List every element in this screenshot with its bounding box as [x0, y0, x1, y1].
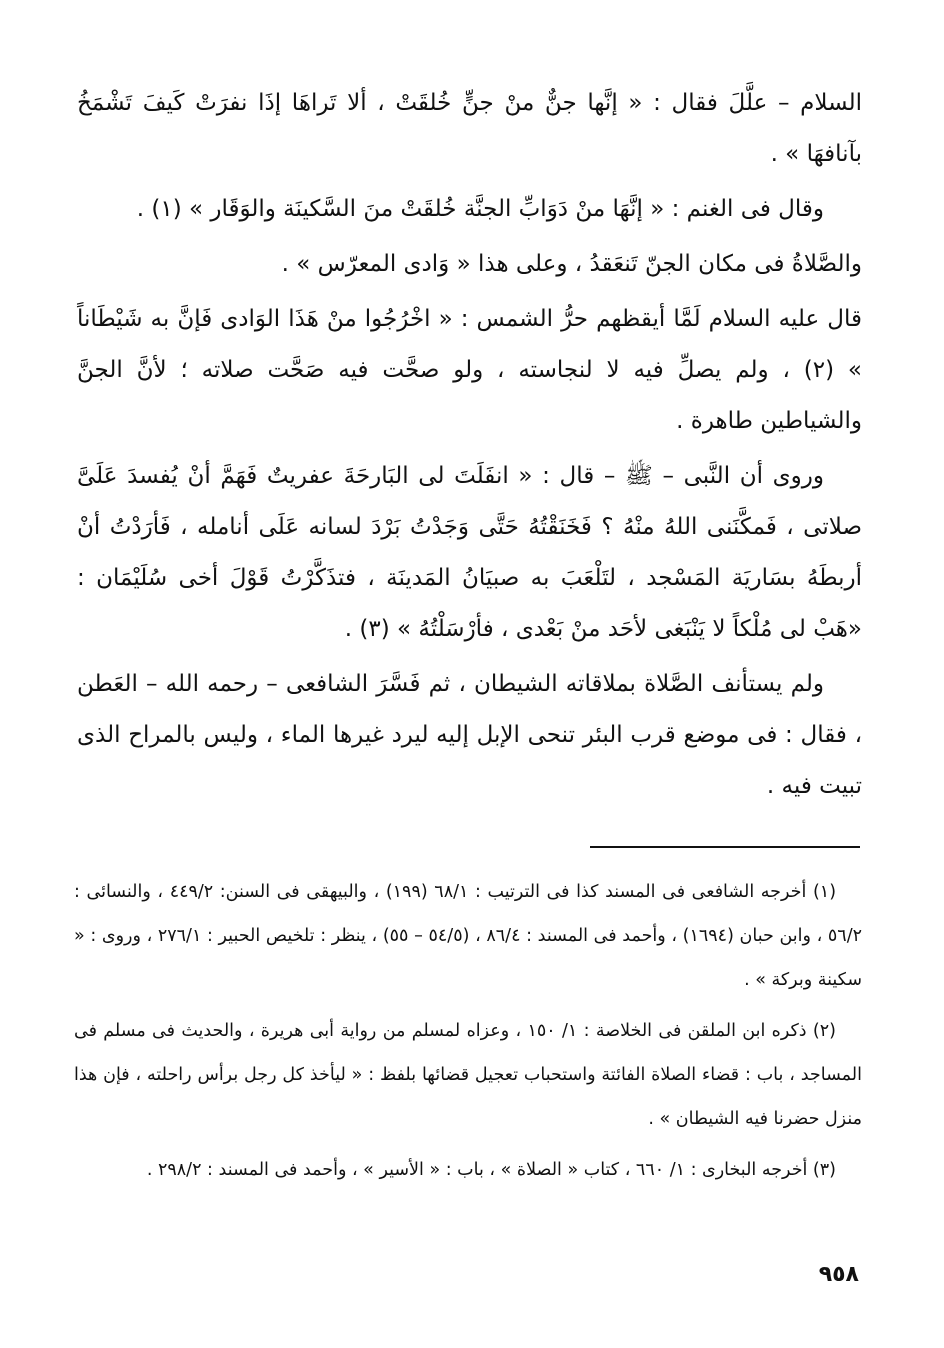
- main-text: [77, 78, 862, 816]
- footnote-1: (١) أخرجه الشافعى فى المسند كذا فى الترتيب : ٦٨/١ (١٩٩) ، والبيهقى فى السنن: ٤٤٩/٢ ، والنسائى : ٥٦/٢ ، وابن حبان (١٦٩٤) ، وأحمد فى المسند : ٨٦/٤ ، (٥٤/٥ – ٥٥) ، ينظر : تلخيص الحبير : ٢٧٦/١ ، وروى : « سكينة وبركة » .: [74, 882, 863, 990]
- paragraph-5: وروى أن النَّبى – ﷺ – قال : « انفَلَتَ لى البَارحَةَ عفريتٌ فَهَمَّ أنْ يُفسدَ عَلَىَّ صلاتى ، فَمكَّنَنى اللهُ منْهُ ؟ فَخَنَقْتُهُ حَتَّى وَجَدْتُ بَرْدَ لسانه عَلَى أنامله ، فَأرَدْتُ أنْ أربطَهُ بسَاريَة المَسْجد ، لتَلْعَبَ به صبيَانُ المَدينَة ، فتذَكَّرْتُ قَوْلَ أخى سُلَيْمَان : «هَبْ لى مُلْكاً لا يَنْبَغى لأحَد منْ بَعْدى ، فأرْسَلْتُهُ » (٣) .: [77, 463, 862, 642]
- paragraph-2: وقال فى الغنم : « إنَّهَا منْ دَوَابِّ الجنَّة خُلقَتْ منَ السَّكينَة والوَقَار » (١) .: [136, 196, 824, 222]
- footnote-3: (٣) أخرجه البخارى : ١/ ٦٦٠ ، كتاب « الصلاة » ، باب : « الأسير » ، وأحمد فى المسند : ٢٩٨/٢ .: [146, 1160, 836, 1180]
- paragraph-4: قال عليه السلام لَمَّا أيقظهم حرُّ الشمس : « اخْرُجُوا منْ هَذَا الوَادى فَإنَّ به شَيْطَاناً » (٢) ، ولم يصلِّ فيه لا لنجاسته ، ولو صحَّت فيه صَحَّت صلاته ؛ لأنَّ الجنَّ والشياطين طاهرة .: [77, 306, 862, 434]
- footnote-separator: [590, 846, 860, 848]
- footnote-2: (٢) ذكره ابن الملقن فى الخلاصة : ١/ ١٥٠ ، وعزاه لمسلم من رواية أبى هريرة ، والحديث فى مسلم فى المساجد ، باب : قضاء الصلاة الفائتة واستحباب تعجيل قضائها بلفظ : « ليأخذ كل رجل برأس راحلته ، فإن هذا منزل حضرنا فيه الشيطان » .: [74, 1021, 862, 1129]
- page-number: ٩٥٨: [818, 1262, 859, 1287]
- footnotes: [74, 870, 862, 1199]
- paragraph-6: ولم يستأنف الصَّلاة بملاقاته الشيطان ، ثم فَسَّرَ الشافعى – رحمه الله – العَطن ، فقال : فى موضع قرب البئر تنحى الإبل إليه ليرد غيرها الماء ، وليس بالمراح الذى تبيت فيه .: [77, 671, 862, 799]
- paragraph-1: السلام – علَّلَ فقال : « إنَّها جنٌّ منْ جنٍّ خُلقَتْ ، ألا تَراهَا إذَا نفرَتْ كَيفَ تَشْمَخُ بآنافهَا » .: [77, 90, 862, 167]
- paragraph-3: والصَّلاةُ فى مكان الجنّ تَنعَقدُ ، وعلى هذا « وَادى المعرّس » .: [281, 251, 862, 277]
